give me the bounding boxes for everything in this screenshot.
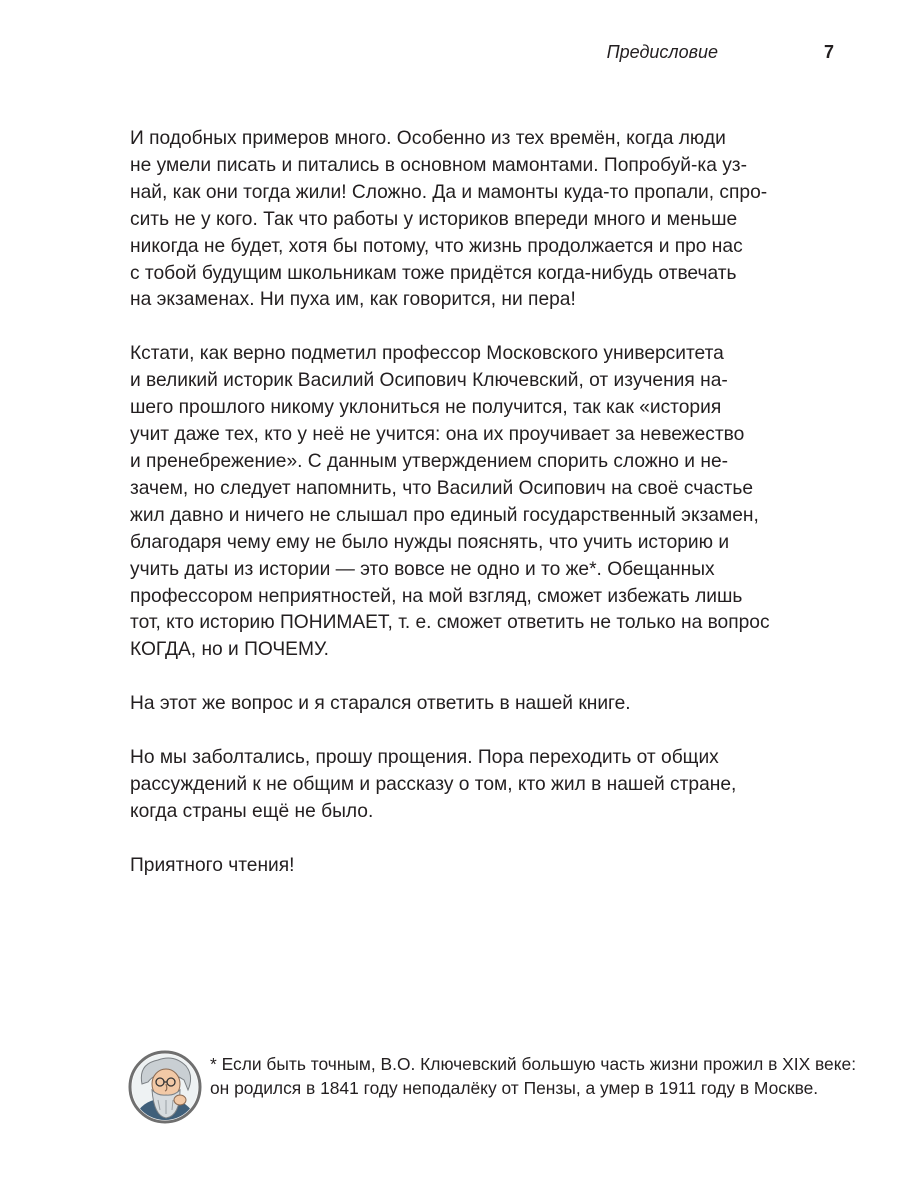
text-line: шего прошлого никому уклониться не получится, так как «история bbox=[130, 397, 722, 419]
footnote bbox=[128, 1048, 857, 1128]
text-line: Приятного чтения! bbox=[130, 854, 295, 876]
text-line: учит даже тех, кто у неё не учится: она их проучивает за невежество bbox=[130, 424, 745, 446]
paragraph-1 bbox=[130, 126, 770, 314]
text-line: благодаря чему ему не было нужды пояснять, что учить историю и bbox=[130, 531, 730, 553]
section-title: Предисловие bbox=[606, 42, 718, 62]
text-line: тот, кто историю ПОНИМАЕТ, т. е. сможет ответить не только на вопрос bbox=[130, 612, 770, 634]
paragraph-5 bbox=[130, 853, 770, 880]
text-line: И подобных примеров много. Особенно из тех времён, когда люди bbox=[130, 128, 726, 149]
text-line: рассуждений к не общим и рассказу о том, кто жил в нашей стране, bbox=[130, 774, 737, 796]
running-head bbox=[0, 42, 900, 68]
footnote-line: он родился в 1841 году неподалёку от Пензы, а умер в 1911 году в Москве. bbox=[210, 1078, 819, 1098]
text-line: зачем, но следует напомнить, что Василий Осипович на своё счастье bbox=[130, 477, 754, 499]
footnote-text bbox=[210, 1052, 857, 1100]
paragraph-2 bbox=[130, 341, 770, 664]
text-line: Но мы заболтались, прошу прощения. Пора переходить от общих bbox=[130, 747, 719, 769]
text-line: най, как они тогда жили! Сложно. Да и мамонты куда-то пропали, спро- bbox=[130, 181, 768, 203]
bearded-historian-portrait-icon bbox=[128, 1050, 202, 1124]
text-line: на экзаменах. Ни пуха им, как говорится, ни пера! bbox=[130, 289, 576, 311]
text-line: жил давно и ничего не слышал про единый государственный экзамен, bbox=[130, 504, 759, 526]
footnote-line: * Если быть точным, В.О. Ключевский большую часть жизни прожил в XIX веке: bbox=[210, 1054, 857, 1074]
page-number: 7 bbox=[824, 42, 835, 62]
text-line: сить не у кого. Так что работы у историков впереди много и меньше bbox=[130, 208, 738, 230]
text-line: и пренебрежение». С данным утверждением спорить сложно и не- bbox=[130, 450, 729, 472]
paragraph-3 bbox=[130, 691, 770, 718]
text-line: профессором неприятностей, на мой взгляд, сможет избежать лишь bbox=[130, 585, 743, 607]
paragraph-4 bbox=[130, 745, 770, 826]
text-line: когда страны ещё не было. bbox=[130, 800, 374, 822]
text-line: учить даты из истории — это вовсе не одно и то же*. Обещанных bbox=[130, 558, 715, 580]
text-line: На этот же вопрос и я старался ответить в нашей книге. bbox=[130, 693, 631, 715]
text-line: КОГДА, но и ПОЧЕМУ. bbox=[130, 639, 329, 661]
text-line: не умели писать и питались в основном мамонтами. Попробуй-ка уз- bbox=[130, 154, 747, 176]
text-line: никогда не будет, хотя бы потому, что жизнь продолжается и про нас bbox=[130, 235, 743, 257]
text-line: Кстати, как верно подметил профессор Московского университета bbox=[130, 343, 724, 365]
body-text bbox=[130, 126, 770, 907]
text-line: и великий историк Василий Осипович Ключевский, от изучения на- bbox=[130, 370, 728, 392]
text-line: с тобой будущим школьникам тоже придётся когда-нибудь отвечать bbox=[130, 262, 737, 284]
